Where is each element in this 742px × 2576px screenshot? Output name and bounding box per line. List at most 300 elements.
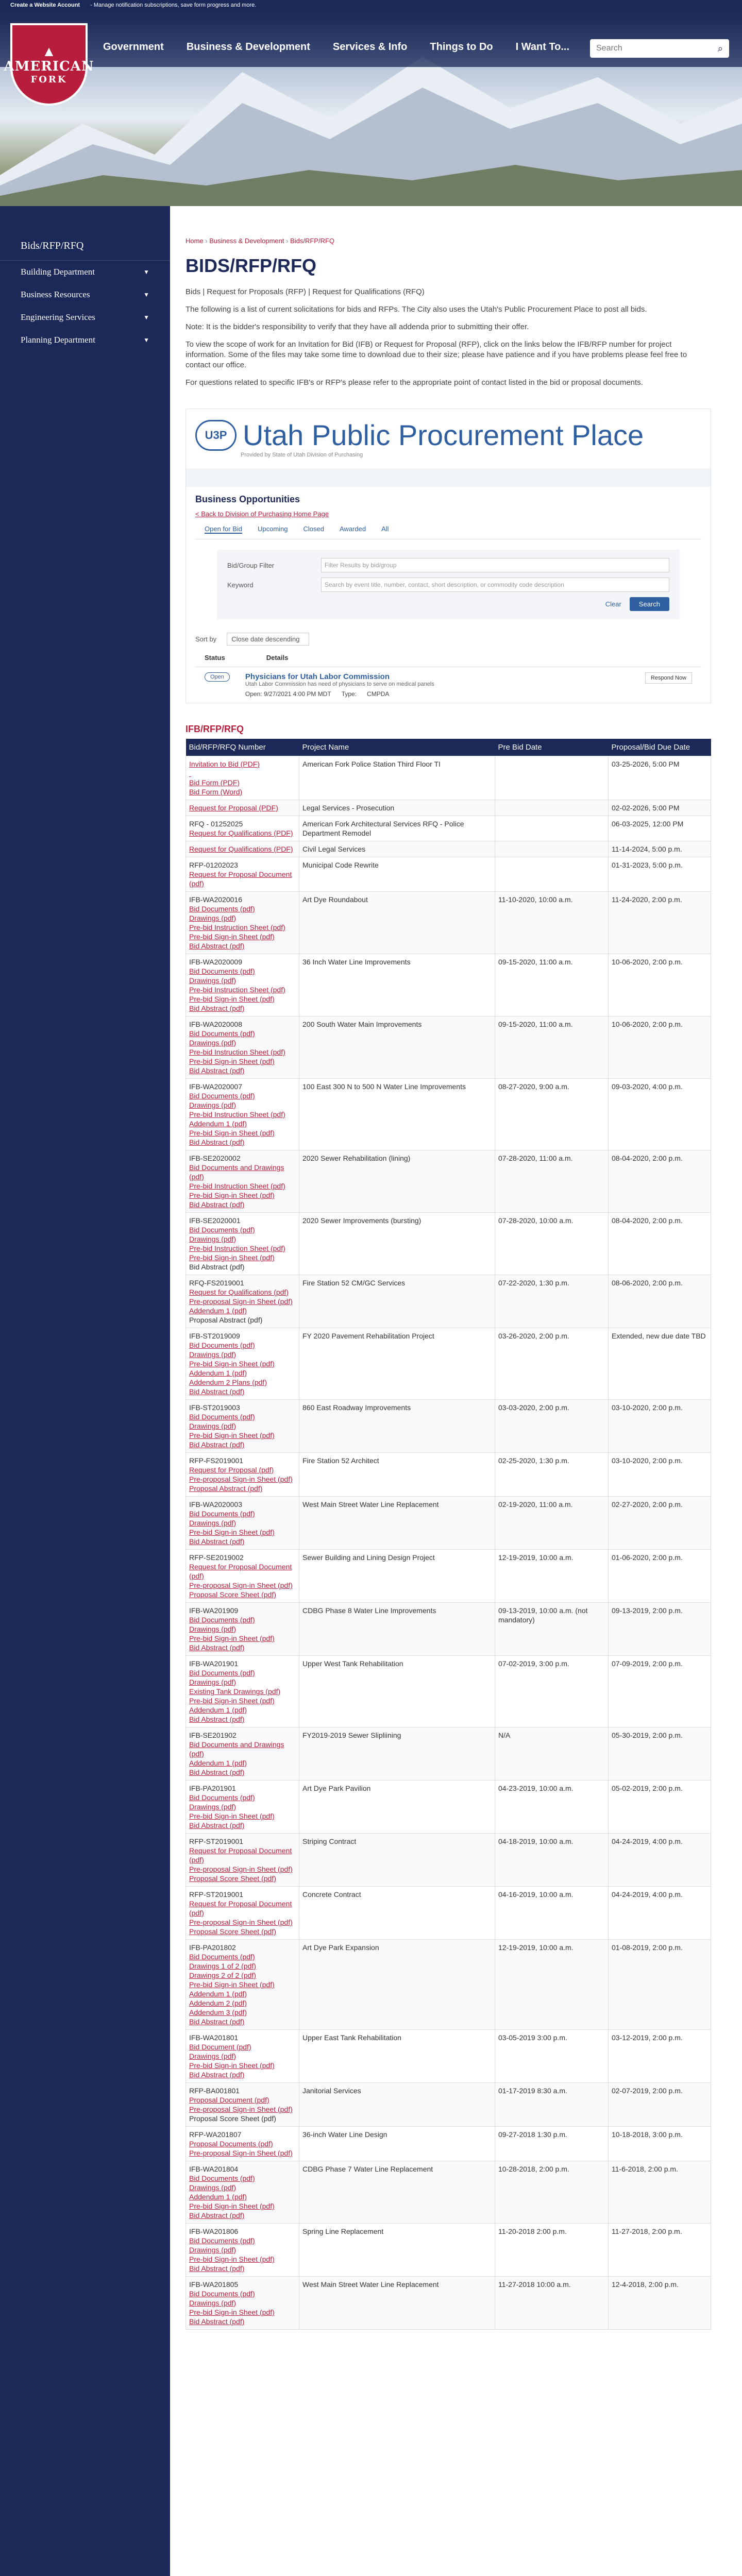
document-link[interactable]: Pre-bid Sign-in Sheet (pdf) — [189, 933, 275, 941]
due-date-cell: 03-25-2026, 5:00 PM — [609, 756, 711, 800]
document-link[interactable]: Bid Documents (pdf) — [189, 905, 255, 913]
document-link[interactable]: Pre-bid Sign-in Sheet (pdf) — [189, 1812, 275, 1820]
breadcrumb-parent[interactable]: Business & Development — [209, 237, 284, 245]
document-link[interactable]: Pre-bid Sign-in Sheet (pdf) — [189, 1057, 275, 1065]
document-link[interactable]: Drawings (pdf) — [189, 2299, 237, 2307]
bids-heading: IFB/RFP/RFQ — [185, 724, 244, 734]
bid-number: RFP-FS2019001 — [189, 1456, 244, 1465]
document-link[interactable]: Bid Abstract (pdf) — [189, 2317, 245, 2326]
document-link[interactable]: Pre-bid Sign-in Sheet (pdf) — [189, 1528, 275, 1536]
table-row — [186, 2224, 711, 2277]
project-name-cell: 2020 Sewer Improvements (bursting) — [299, 1213, 495, 1275]
document-link[interactable]: Drawings (pdf) — [189, 914, 237, 922]
menu-business[interactable] — [187, 41, 310, 53]
document-link[interactable]: Bid Documents (pdf) — [189, 2174, 255, 2182]
project-name-cell: 200 South Water Main Improvements — [299, 1016, 495, 1079]
upp-nav-bar — [186, 468, 711, 487]
document-link[interactable]: Bid Form (PDF) — [189, 778, 240, 787]
clear-button[interactable]: Clear — [605, 600, 621, 608]
document-link[interactable]: Bid Documents (pdf) — [189, 1092, 255, 1100]
bid-number: RFP-01202023 — [189, 861, 238, 869]
due-date-cell: 09-13-2019, 2:00 p.m. — [609, 1603, 711, 1656]
menu-label: Business & Development — [186, 41, 310, 53]
bid-number-cell — [186, 1781, 299, 1834]
procurement-embed — [185, 409, 711, 703]
sidebar-item-label: Building Department — [21, 267, 95, 277]
bid-number-cell — [186, 2277, 299, 2330]
table-row — [186, 1400, 711, 1453]
project-name-cell: 36 Inch Water Line Improvements — [299, 954, 495, 1016]
prebid-date-cell: 07-28-2020, 10:00 a.m. — [495, 1213, 609, 1275]
prebid-date-cell: 03-03-2020, 2:00 p.m. — [495, 1400, 609, 1453]
prebid-date-cell — [495, 857, 609, 892]
bid-number: IFB-PA201901 — [189, 1784, 236, 1792]
prebid-date-cell: 02-25-2020, 1:30 p.m. — [495, 1453, 609, 1497]
city-logo[interactable] — [4, 23, 94, 106]
document-link[interactable]: Pre-bid Instruction Sheet (pdf) — [189, 923, 285, 931]
tab-closed[interactable]: Closed — [303, 525, 324, 533]
menu-things-to-do[interactable] — [430, 41, 493, 53]
bids-table — [185, 739, 711, 2330]
bid-number-cell — [186, 1275, 299, 1328]
document-link[interactable]: Addendum 1 (pdf) — [189, 1706, 247, 1714]
bid-number-cell — [186, 1400, 299, 1453]
result-row — [195, 667, 701, 703]
create-account-desc: - Manage notification subscriptions, save form progress and more. — [90, 2, 257, 8]
document-link[interactable]: Bid Documents (pdf) — [189, 1341, 255, 1349]
document-link[interactable]: Pre-bid Sign-in Sheet (pdf) — [189, 2308, 275, 2316]
document-link[interactable]: Bid Abstract (pdf) — [189, 2264, 245, 2273]
document-link[interactable]: Pre-proposal Sign-in Sheet (pdf) — [189, 1297, 293, 1306]
document-link[interactable]: Addendum 1 (pdf) — [189, 1369, 247, 1377]
col-project: Project Name — [299, 739, 495, 756]
due-date-cell: 12-4-2018, 2:00 p.m. — [609, 2277, 711, 2330]
bid-number-cell — [186, 1079, 299, 1150]
search-box — [590, 39, 729, 58]
document-link[interactable]: Pre-bid Sign-in Sheet (pdf) — [189, 2255, 275, 2263]
document-link[interactable] — [189, 769, 296, 778]
tab-open[interactable]: Open for Bid — [205, 525, 242, 533]
document-link[interactable]: Drawings 2 of 2 (pdf) — [189, 1971, 256, 1979]
due-date-cell: Extended, new due date TBD — [609, 1328, 711, 1400]
document-link[interactable]: Pre-proposal Sign-in Sheet (pdf) — [189, 1865, 293, 1873]
menu-government[interactable] — [103, 41, 164, 53]
document-link[interactable]: Bid Documents (pdf) — [189, 967, 255, 975]
prebid-date-cell: 11-20-2018 2:00 p.m. — [495, 2224, 609, 2277]
search-button[interactable]: Search — [630, 597, 669, 611]
sort-label: Sort by — [195, 635, 217, 643]
bid-number-cell — [186, 2224, 299, 2277]
document-link[interactable]: Drawings (pdf) — [189, 2246, 237, 2254]
document-link[interactable]: Proposal Documents (pdf) — [189, 2140, 273, 2148]
project-name-cell: Sewer Building and Lining Design Project — [299, 1550, 495, 1603]
page-title: BIDS/RFP/RFQ — [185, 255, 317, 276]
due-date-cell: 02-27-2020, 2:00 p.m. — [609, 1497, 711, 1550]
col-due: Proposal/Bid Due Date — [609, 739, 711, 756]
document-link[interactable]: Drawings (pdf) — [189, 1803, 237, 1811]
project-name-cell: Concrete Contract — [299, 1887, 495, 1940]
project-name-cell: Civil Legal Services — [299, 841, 495, 857]
bid-number-cell — [186, 2083, 299, 2127]
upp-subtitle: Provided by State of Utah Division of Purchasing — [241, 452, 363, 458]
bid-number: IFB-WA201806 — [189, 2227, 239, 2235]
filter-group-label: Bid/Group Filter — [227, 561, 275, 569]
bid-number: IFB-SE201902 — [189, 1731, 237, 1739]
document-link[interactable]: Request for Proposal Document (pdf) — [189, 1563, 292, 1580]
document-link[interactable]: Addendum 2 Plans (pdf) — [189, 1378, 267, 1386]
document-link[interactable]: Pre-proposal Sign-in Sheet (pdf) — [189, 2105, 293, 2113]
breadcrumb: Home › Business & Development › Bids/RFP/RFQ — [185, 237, 335, 245]
bid-number-cell — [186, 1727, 299, 1781]
prebid-date-cell — [495, 756, 609, 800]
prebid-date-cell: 10-28-2018, 2:00 p.m. — [495, 2161, 609, 2224]
document-link[interactable]: Addendum 1 (pdf) — [189, 2193, 247, 2201]
bid-number: RFP-ST2019001 — [189, 1890, 244, 1899]
project-name-cell: 36-inch Water Line Design — [299, 2127, 495, 2161]
document-link[interactable]: Proposal Score Sheet (pdf) — [189, 1590, 276, 1599]
document-link[interactable]: Addendum 1 (pdf) — [189, 1120, 247, 1128]
table-row — [186, 800, 711, 816]
document-link[interactable]: Drawings (pdf) — [189, 2052, 237, 2060]
project-name-cell: CDBG Phase 8 Water Line Improvements — [299, 1603, 495, 1656]
document-link[interactable]: Bid Abstract (pdf) — [189, 1643, 245, 1652]
project-name-cell: FY2019-2019 Sewer Slipliining — [299, 1727, 495, 1781]
bid-number-cell — [186, 1016, 299, 1079]
document-link[interactable]: Pre-bid Sign-in Sheet (pdf) — [189, 1431, 275, 1439]
document-link[interactable]: Proposal Score Sheet (pdf) — [189, 1927, 276, 1936]
prebid-date-cell — [495, 841, 609, 857]
document-link[interactable]: Pre-bid Sign-in Sheet (pdf) — [189, 1191, 275, 1199]
document-link[interactable]: Pre-bid Sign-in Sheet (pdf) — [189, 995, 275, 1003]
due-date-cell: 11-6-2018, 2:00 p.m. — [609, 2161, 711, 2224]
table-row — [186, 1656, 711, 1727]
keyword-label: Keyword — [227, 581, 254, 589]
u3p-logo: U3P — [195, 420, 237, 451]
intro-p5: For questions related to specific IFB's or RFP's please refer to the appropriate point of contact listed in the bid or proposal documents. — [185, 378, 643, 387]
upp-title: Utah Public Procurement Place — [243, 419, 644, 451]
table-row — [186, 1016, 711, 1079]
document-link[interactable]: Bid Documents and Drawings (pdf) — [189, 1740, 284, 1758]
document-link[interactable]: Proposal Abstract (pdf) — [189, 1484, 263, 1493]
document-link[interactable]: Drawings (pdf) — [189, 1519, 237, 1527]
document-link[interactable]: Pre-bid Sign-in Sheet (pdf) — [189, 1129, 275, 1137]
due-date-cell: 02-02-2026, 5:00 PM — [609, 800, 711, 816]
keyword-input[interactable]: Search by event title, number, contact, short description, or commodity code description — [321, 578, 669, 592]
document-link[interactable]: Pre-bid Instruction Sheet (pdf) — [189, 1244, 285, 1252]
document-link[interactable]: Bid Documents (pdf) — [189, 1669, 255, 1677]
document-link[interactable]: Proposal Document (pdf) — [189, 2096, 269, 2104]
tab-all[interactable]: All — [381, 525, 389, 533]
document-link[interactable]: Pre-bid Sign-in Sheet (pdf) — [189, 1980, 275, 1989]
prebid-date-cell: 07-22-2020, 1:30 p.m. — [495, 1275, 609, 1328]
bid-number-cell — [186, 756, 299, 800]
document-link[interactable]: Request for Proposal Document (pdf) — [189, 1900, 292, 1917]
prebid-date-cell: 04-23-2019, 10:00 a.m. — [495, 1781, 609, 1834]
document-link[interactable]: Drawings (pdf) — [189, 1422, 237, 1430]
document-link[interactable]: Request for Proposal (PDF) — [189, 804, 278, 812]
due-date-cell: 08-06-2020, 2:00 p.m. — [609, 1275, 711, 1328]
bid-number: IFB-WA2020009 — [189, 958, 242, 966]
result-type-label: Type: — [341, 690, 357, 698]
logo-line1: AMERICAN — [4, 58, 94, 74]
menu-label: Government — [103, 41, 164, 53]
bid-number-cell — [186, 816, 299, 841]
breadcrumb-home[interactable]: Home — [185, 237, 204, 245]
document-link[interactable]: Pre-bid Instruction Sheet (pdf) — [189, 1048, 285, 1056]
prebid-date-cell: 11-10-2020, 10:00 a.m. — [495, 892, 609, 954]
table-row — [186, 841, 711, 857]
document-link[interactable]: Bid Documents (pdf) — [189, 1413, 255, 1421]
table-row — [186, 1213, 711, 1275]
document-link[interactable]: Pre-bid Sign-in Sheet (pdf) — [189, 1253, 275, 1262]
document-link[interactable]: Bid Document (pdf) — [189, 2043, 251, 2051]
logo-line2: FORK — [30, 74, 68, 85]
document-link[interactable]: Bid Documents (pdf) — [189, 1953, 255, 1961]
document-link[interactable]: Pre-bid Sign-in Sheet (pdf) — [189, 1697, 275, 1705]
main-area — [0, 206, 742, 2576]
document-link[interactable]: Existing Tank Drawings (pdf) — [189, 1687, 281, 1696]
sidebar-item-building[interactable] — [0, 261, 170, 283]
result-open: Open: 9/27/2021 4:00 PM MDT — [245, 690, 331, 698]
mountain-icon: ▲ — [42, 43, 56, 59]
project-name-cell: Upper West Tank Rehabilitation — [299, 1656, 495, 1727]
document-link[interactable]: Request for Proposal (pdf) — [189, 1466, 274, 1474]
document-link[interactable]: Request for Qualifications (PDF) — [189, 845, 293, 853]
project-name-cell: American Fork Police Station Third Floor TI — [299, 756, 495, 800]
table-row — [186, 1550, 711, 1603]
due-date-cell: 04-24-2019, 4:00 p.m. — [609, 1834, 711, 1887]
document-link[interactable]: Pre-proposal Sign-in Sheet (pdf) — [189, 1581, 293, 1589]
due-date-cell: 01-08-2019, 2:00 p.m. — [609, 1940, 711, 2030]
chevron-down-icon: ▼ — [143, 268, 149, 276]
document-link[interactable]: Bid Documents and Drawings (pdf) — [189, 1163, 284, 1181]
document-link[interactable]: Bid Abstract (pdf) — [189, 2211, 245, 2219]
respond-button[interactable]: Respond Now — [645, 672, 692, 684]
menu-i-want-to[interactable] — [516, 41, 569, 53]
document-link[interactable]: Request for Proposal Document (pdf) — [189, 870, 292, 888]
bid-number-cell — [186, 2030, 299, 2083]
due-date-cell: 08-04-2020, 2:00 p.m. — [609, 1150, 711, 1213]
create-account-link[interactable]: Create a Website Account — [10, 2, 80, 8]
table-row — [186, 1328, 711, 1400]
bid-number: RFQ - 01252025 — [189, 820, 243, 828]
document-link[interactable]: Pre-bid Instruction Sheet (pdf) — [189, 986, 285, 994]
bid-number-cell — [186, 1550, 299, 1603]
table-row — [186, 1781, 711, 1834]
prebid-date-cell — [495, 816, 609, 841]
document-link[interactable]: Bid Documents (pdf) — [189, 1510, 255, 1518]
col-number: Bid/RFP/RFQ Number — [186, 739, 299, 756]
document-link[interactable]: Bid Abstract (pdf) — [189, 1200, 245, 1209]
document-link[interactable]: Bid Documents (pdf) — [189, 1793, 255, 1802]
document-link[interactable]: Addendum 1 (pdf) — [189, 1307, 247, 1315]
sidebar-item-business[interactable] — [0, 283, 170, 306]
document-link[interactable]: Drawings (pdf) — [189, 1235, 237, 1243]
document-link[interactable]: Addendum 1 (pdf) — [189, 1759, 247, 1767]
table-row — [186, 1150, 711, 1213]
document-link[interactable]: Bid Abstract (pdf) — [189, 1004, 245, 1012]
project-name-cell: Art Dye Roundabout — [299, 892, 495, 954]
bid-number: RFP-SE2019002 — [189, 1553, 244, 1562]
due-date-cell: 11-14-2024, 5:00 p.m. — [609, 841, 711, 857]
document-link[interactable]: Proposal Score Sheet (pdf) — [189, 1874, 276, 1883]
menu-label: I Want To... — [515, 41, 570, 53]
document-link[interactable]: Bid Abstract (pdf) — [189, 1821, 245, 1829]
table-row — [186, 816, 711, 841]
prebid-date-cell: N/A — [495, 1727, 609, 1781]
document-link[interactable]: Pre-bid Sign-in Sheet (pdf) — [189, 1360, 275, 1368]
document-link[interactable]: Pre-bid Sign-in Sheet (pdf) — [189, 2202, 275, 2210]
bid-number: IFB-SE2020001 — [189, 1216, 241, 1225]
due-date-cell: 03-10-2020, 2:00 p.m. — [609, 1453, 711, 1497]
document-link[interactable]: Pre-proposal Sign-in Sheet (pdf) — [189, 1918, 293, 1926]
due-date-cell: 10-18-2018, 3:00 p.m. — [609, 2127, 711, 2161]
page-content — [170, 206, 727, 2576]
document-link[interactable]: Drawings (pdf) — [189, 1039, 237, 1047]
document-link[interactable]: Bid Documents (pdf) — [189, 1029, 255, 1038]
sidebar-section-title[interactable]: Bids/RFP/RFQ — [0, 232, 170, 261]
bid-number-cell — [186, 1150, 299, 1213]
document-link[interactable]: Pre-proposal Sign-in Sheet (pdf) — [189, 2149, 293, 2157]
project-name-cell: 100 East 300 N to 500 N Water Line Improvements — [299, 1079, 495, 1150]
table-row — [186, 1079, 711, 1150]
project-name-cell: FY 2020 Pavement Rehabilitation Project — [299, 1328, 495, 1400]
bid-number: IFB-WA201801 — [189, 2033, 239, 2042]
bid-number-cell — [186, 892, 299, 954]
prebid-date-cell: 07-28-2020, 11:00 a.m. — [495, 1150, 609, 1213]
document-link[interactable]: Bid Abstract (pdf) — [189, 1440, 245, 1449]
result-title[interactable]: Physicians for Utah Labor Commission — [245, 672, 390, 681]
document-link[interactable]: Drawings (pdf) — [189, 1678, 237, 1686]
document-link[interactable]: Pre-bid Instruction Sheet (pdf) — [189, 1110, 285, 1118]
prebid-date-cell: 09-27-2018 1:30 p.m. — [495, 2127, 609, 2161]
document-link[interactable]: Request for Proposal Document (pdf) — [189, 1846, 292, 1864]
table-row — [186, 2127, 711, 2161]
sidebar-item-label: Business Resources — [21, 290, 90, 299]
document-link[interactable]: Bid Abstract (pdf) — [189, 2018, 245, 2026]
document-link[interactable]: Pre-bid Sign-in Sheet (pdf) — [189, 1634, 275, 1642]
menu-label: Services & Info — [332, 41, 408, 53]
document-link[interactable]: Drawings (pdf) — [189, 976, 237, 985]
bid-number: IFB-WA2020016 — [189, 895, 242, 904]
breadcrumb-current[interactable]: Bids/RFP/RFQ — [290, 237, 335, 245]
document-link[interactable]: Request for Qualifications (PDF) — [189, 829, 293, 837]
document-link[interactable]: Addendum 1 (pdf) — [189, 1990, 247, 1998]
due-date-cell: 02-07-2019, 2:00 p.m. — [609, 2083, 711, 2127]
table-row — [186, 892, 711, 954]
due-date-cell: 03-12-2019, 2:00 p.m. — [609, 2030, 711, 2083]
filter-group-input[interactable]: Filter Results by bid/group — [321, 558, 669, 572]
prebid-date-cell: 01-17-2019 8:30 a.m. — [495, 2083, 609, 2127]
bid-number: IFB-WA201805 — [189, 2280, 239, 2289]
project-name-cell: Spring Line Replacement — [299, 2224, 495, 2277]
sidebar-item-label: Engineering Services — [21, 312, 95, 322]
document-link[interactable]: Bid Form (Word) — [189, 788, 243, 796]
document-link[interactable]: Bid Documents (pdf) — [189, 2236, 255, 2245]
bid-number-cell — [186, 1497, 299, 1550]
bid-number-cell — [186, 1887, 299, 1940]
document-link[interactable]: Bid Abstract (pdf) — [189, 942, 245, 950]
due-date-cell: 01-06-2020, 2:00 p.m. — [609, 1550, 711, 1603]
document-link[interactable]: Bid Documents (pdf) — [189, 1226, 255, 1234]
table-row — [186, 2030, 711, 2083]
document-link[interactable]: Request for Qualifications (pdf) — [189, 1288, 289, 1296]
due-date-cell: 08-04-2020, 2:00 p.m. — [609, 1213, 711, 1275]
document-link[interactable]: Bid Abstract (pdf) — [189, 1715, 245, 1723]
bid-number: IFB-WA2020003 — [189, 1500, 242, 1509]
document-link[interactable]: Pre-proposal Sign-in Sheet (pdf) — [189, 1475, 293, 1483]
document-link[interactable]: Bid Abstract (pdf) — [189, 1768, 245, 1776]
prebid-date-cell: 04-16-2019, 10:00 a.m. — [495, 1887, 609, 1940]
table-row — [186, 1727, 711, 1781]
table-row — [186, 2161, 711, 2224]
search-icon[interactable]: ⌕ — [717, 43, 723, 54]
prebid-date-cell: 04-18-2019, 10:00 a.m. — [495, 1834, 609, 1887]
prebid-date-cell: 12-19-2019, 10:00 a.m. — [495, 1550, 609, 1603]
document-link[interactable]: Drawings (pdf) — [189, 1101, 237, 1109]
prebid-date-cell: 12-19-2019, 10:00 a.m. — [495, 1940, 609, 2030]
bid-number: IFB-SE2020002 — [189, 1154, 241, 1162]
project-name-cell: Striping Contract — [299, 1834, 495, 1887]
document-link[interactable]: Bid Abstract (pdf) — [189, 1387, 245, 1396]
due-date-cell: 11-24-2020, 2:00 p.m. — [609, 892, 711, 954]
sidebar-item-engineering[interactable] — [0, 306, 170, 329]
bid-number-cell — [186, 1328, 299, 1400]
prebid-date-cell: 03-26-2020, 2:00 p.m. — [495, 1328, 609, 1400]
chevron-down-icon: ▼ — [143, 291, 149, 298]
project-name-cell: Municipal Code Rewrite — [299, 857, 495, 892]
results-header — [195, 649, 701, 667]
document-link[interactable]: Bid Documents (pdf) — [189, 1616, 255, 1624]
due-date-cell: 07-09-2019, 2:00 p.m. — [609, 1656, 711, 1727]
document-link[interactable]: Pre-bid Sign-in Sheet (pdf) — [189, 2061, 275, 2070]
document-link[interactable]: Bid Abstract (pdf) — [189, 1537, 245, 1546]
back-link[interactable]: < Back to Division of Purchasing Home Page — [195, 510, 329, 518]
due-date-cell: 09-03-2020, 4:00 p.m. — [609, 1079, 711, 1150]
document-link[interactable]: Bid Abstract (pdf) — [189, 1066, 245, 1075]
document-link[interactable]: Pre-bid Instruction Sheet (pdf) — [189, 1182, 285, 1190]
bid-number: IFB-ST2019003 — [189, 1403, 240, 1412]
document-link[interactable]: Addendum 2 (pdf) — [189, 1999, 247, 2007]
document-link[interactable]: Addendum 3 (pdf) — [189, 2008, 247, 2016]
project-name-cell: Janitorial Services — [299, 2083, 495, 2127]
intro-p4: To view the scope of work for an Invitation for Bid (IFB) or Request for Proposal (RFP), click on the links below the IFB/RFP number for project information. Some of the files may take some time to download due to their size; please have patience and if you have problems please feel free to contact our office. — [185, 340, 687, 369]
tab-awarded[interactable]: Awarded — [340, 525, 366, 533]
search-input[interactable] — [596, 44, 718, 53]
tab-upcoming[interactable]: Upcoming — [258, 525, 288, 533]
menu-services[interactable] — [333, 41, 408, 53]
sort-select[interactable]: Close date descending — [227, 633, 309, 646]
document-link[interactable]: Drawings (pdf) — [189, 1350, 237, 1359]
bid-number: RFP-ST2019001 — [189, 1837, 244, 1845]
document-link[interactable]: Drawings (pdf) — [189, 2183, 237, 2192]
bid-number: IFB-WA201901 — [189, 1659, 239, 1668]
document-link[interactable]: Bid Documents (pdf) — [189, 2290, 255, 2298]
document-link[interactable]: Drawings (pdf) — [189, 1625, 237, 1633]
document-link[interactable]: Invitation to Bid (PDF) — [189, 760, 260, 768]
project-name-cell: West Main Street Water Line Replacement — [299, 2277, 495, 2330]
document-link[interactable]: Bid Abstract (pdf) — [189, 1138, 245, 1146]
due-date-cell: 10-06-2020, 2:00 p.m. — [609, 1016, 711, 1079]
document-link[interactable]: Bid Abstract (pdf) — [189, 2071, 245, 2079]
intro-text — [185, 287, 711, 388]
bid-number-cell — [186, 954, 299, 1016]
sidebar-item-planning[interactable] — [0, 329, 170, 351]
result-type: CMPDA — [367, 690, 390, 698]
col-details: Details — [266, 654, 289, 662]
bid-number-cell — [186, 2127, 299, 2161]
document-link[interactable]: Drawings 1 of 2 (pdf) — [189, 1962, 256, 1970]
